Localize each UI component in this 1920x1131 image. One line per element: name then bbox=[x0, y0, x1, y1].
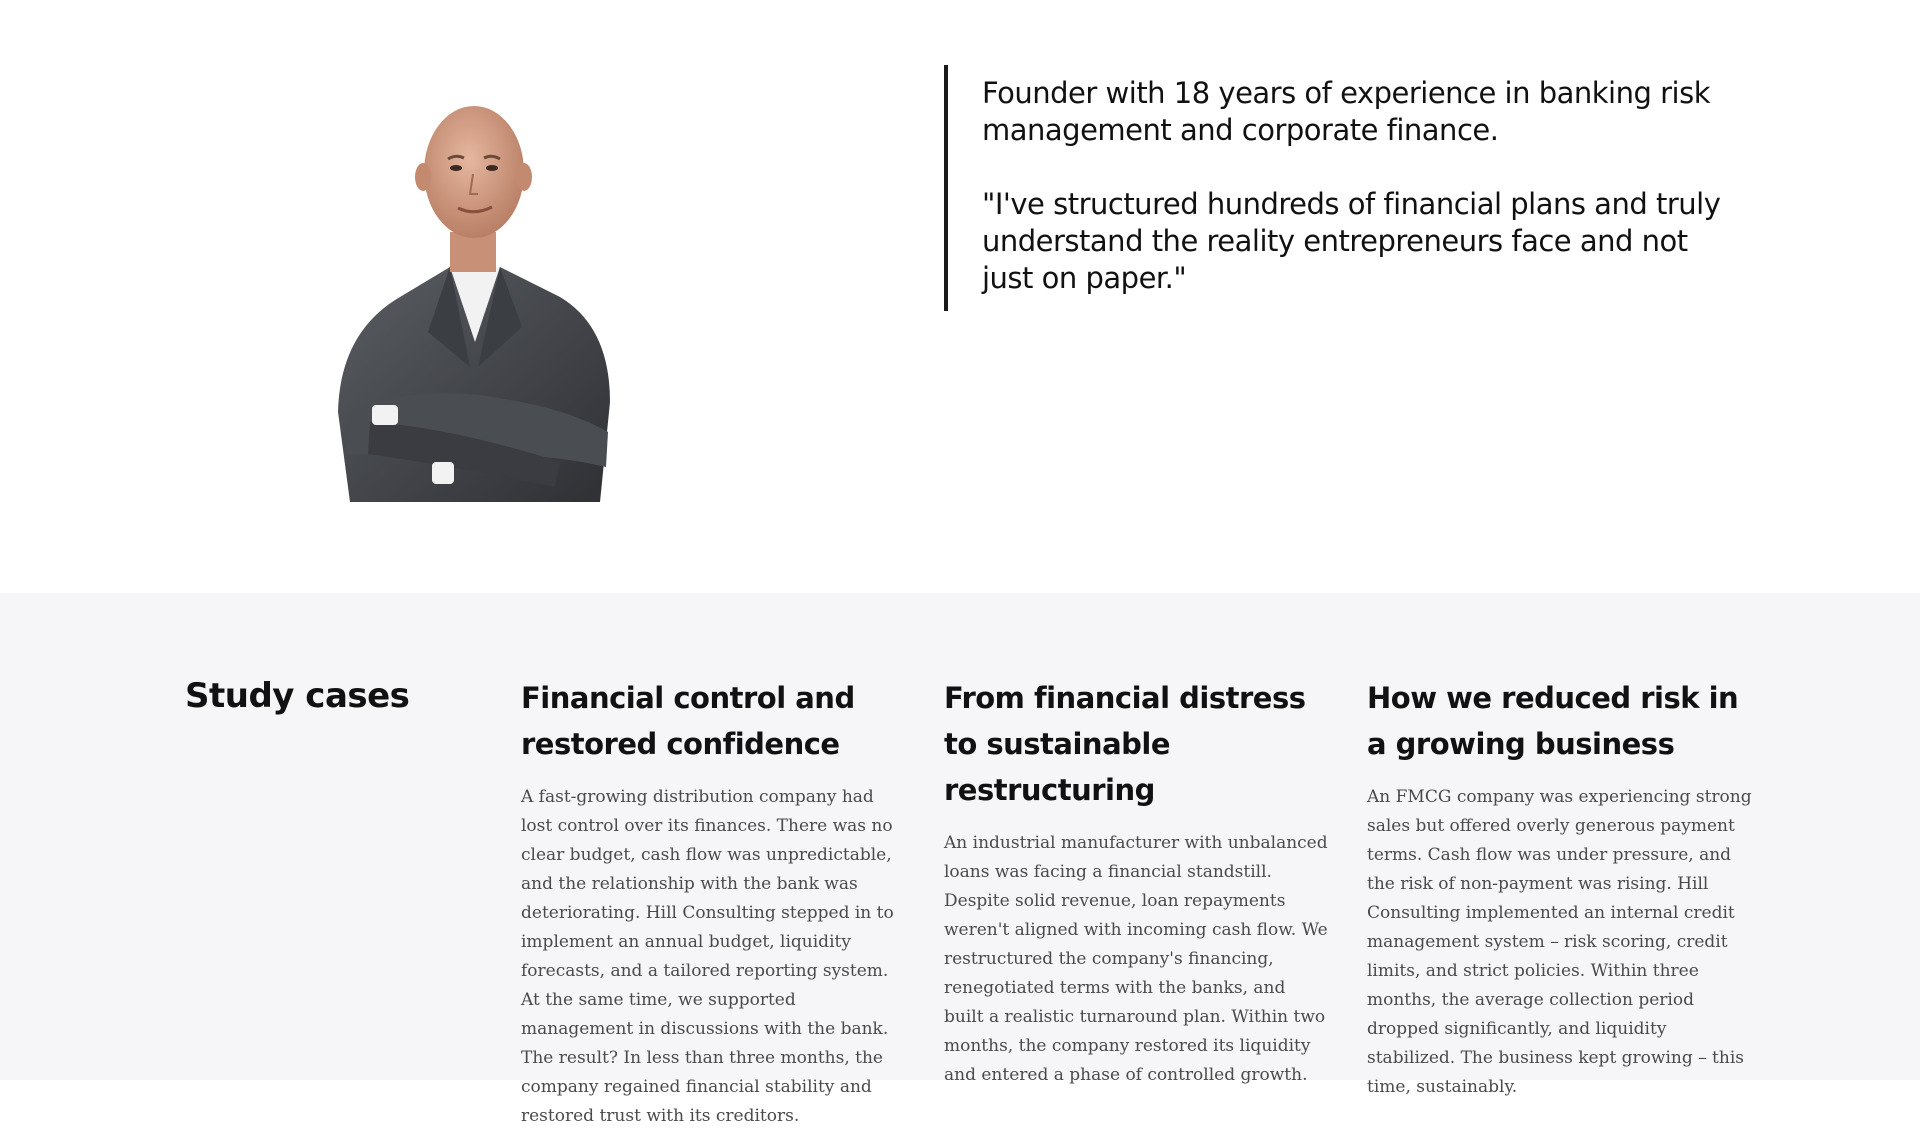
study-case-body: An FMCG company was experiencing strong sales but offered overly generous payment terms. Cash flow was under pressure, and the risk of non-payment was rising. Hill Consulting implemented an internal credit management system – risk scoring, credit limits, and strict policies. Within three months, the average collection period dropped significantly, and liquidity stabilized. The business kept growing – this time, sustainably. bbox=[1367, 787, 1752, 1097]
study-cases-section bbox=[0, 593, 1920, 1126]
founder-bio: Founder with 18 years of experience in banking risk management and corporate finance. bbox=[982, 76, 1711, 147]
study-case-card bbox=[944, 675, 1329, 1090]
founder-testimonial: "I've structured hundreds of financial plans and truly understand the reality entrepreneurs face and not just on paper." bbox=[982, 187, 1721, 295]
study-case-title: From financial distress to sustainable restructuring bbox=[944, 681, 1306, 807]
study-case-body: A fast-growing distribution company had lost control over its finances. There was no clear budget, cash flow was unpredictable, and the relationship with the bank was deteriorating. Hill Consulting stepped in to implement an annual budget, liquidity forecasts, and a tailored reporting system. At the same time, we supported management in discussions with the bank. The result? In less than three months, the company regained financial stability and restored trust with its creditors. bbox=[521, 787, 894, 1126]
study-cases-title: Study cases bbox=[185, 676, 410, 716]
study-case-title: Financial control and restored confidence bbox=[521, 681, 855, 761]
study-case-card bbox=[1367, 675, 1752, 1102]
founder-portrait bbox=[310, 82, 640, 502]
founder-quote bbox=[944, 65, 1744, 311]
study-case-body: An industrial manufacturer with unbalanced loans was facing a financial standstill. Despite solid revenue, loan repayments weren't aligned with incoming cash flow. We restructured the company's financing, renegotiated terms with the banks, and built a realistic turnaround plan. Within two months, the company restored its liquidity and entered a phase of controlled growth. bbox=[944, 833, 1328, 1085]
study-case-card bbox=[521, 675, 906, 1131]
study-case-title: How we reduced risk in a growing business bbox=[1367, 681, 1739, 761]
